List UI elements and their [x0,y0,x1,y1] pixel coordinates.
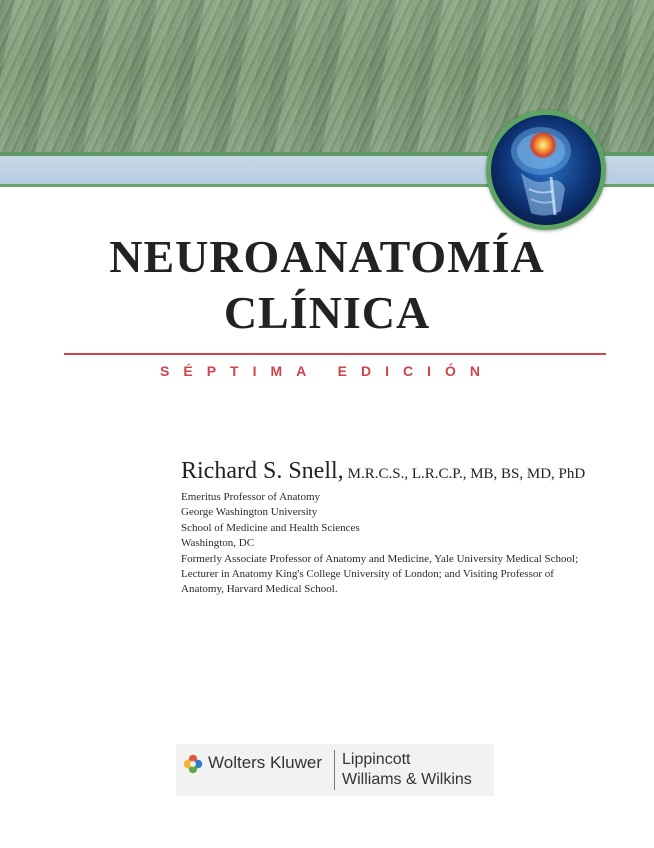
author-credentials: M.R.C.S., L.R.C.P., MB, BS, MD, PhD [347,466,586,482]
affiliation-line: Anatomy, Harvard Medical School. [181,583,338,596]
title-divider [64,353,606,355]
affiliation-line: School of Medicine and Health Sciences [181,521,360,534]
affiliation-line: Emeritus Professor of Anatomy [181,491,321,503]
publisher-imprint [342,750,472,790]
brain-scan-image [486,110,606,230]
affiliation-line: Washington, DC [181,537,255,550]
book-title-line-1: NEUROANATOMÍA [109,231,545,282]
publisher-divider [334,750,335,790]
author-name: Richard S. Snell, [181,458,344,484]
imprint-line-1: Lippincott [342,751,411,768]
brain-scan-icon [491,115,601,225]
publisher-logo [176,744,494,796]
wolters-kluwer-logo-icon [182,753,204,775]
affiliation-line: Formerly Associate Professor of Anatomy and Medicine, Yale University Medical School; [181,552,579,565]
edition-label: SÉPTIMA EDICIÓN [160,363,494,379]
book-title-line-2: CLÍNICA [223,287,431,338]
publisher-name: Wolters Kluwer [208,753,322,772]
author-block [181,458,641,598]
affiliation-line: Lecturer in Anatomy King's College University of London; and Visiting Professor of [181,568,554,581]
imprint-line-2: Williams & Wilkins [342,771,472,788]
affiliation-line: George Washington University [181,506,318,519]
author-heading [181,458,641,485]
